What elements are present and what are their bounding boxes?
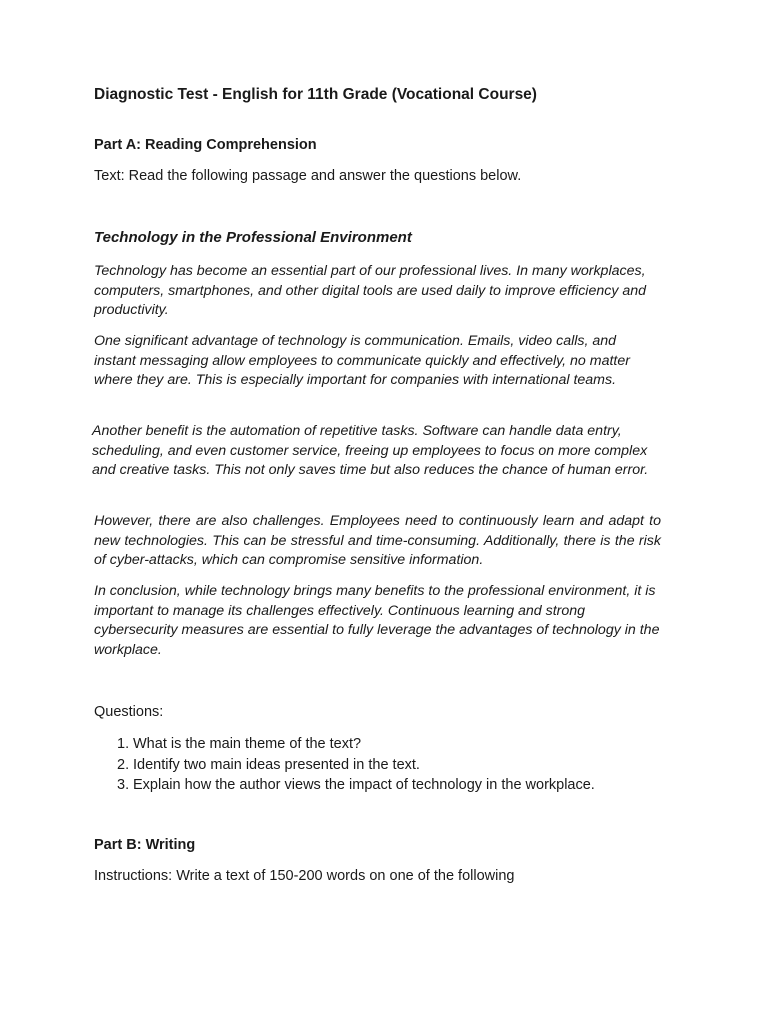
question-text: Identify two main ideas presented in the text. [133, 756, 420, 773]
questions-label: Questions: [94, 704, 164, 720]
questions-list [94, 734, 595, 796]
passage-paragraph-1: Technology has become an essential part of our professional lives. In many workplaces, computers, smartphones, and other digital tools are used daily to improve efficiency and productivity. [94, 263, 647, 319]
question-number: 2. [117, 756, 130, 773]
passage-paragraph-3: Another benefit is the automation of repetitive tasks. Software can handle data entry, scheduling, and even customer service, freeing up employees to focus on more complex and creative tasks. This not only saves time but also reduces the chance of human error. [92, 423, 649, 479]
question-item [117, 734, 595, 755]
part-b-heading: Part B: Writing [94, 837, 196, 853]
document-title: Diagnostic Test - English for 11th Grade (Vocational Course) [94, 86, 537, 103]
question-text: What is the main theme of the text? [133, 736, 362, 752]
passage-paragraph-5: In conclusion, while technology brings many benefits to the professional environment, it is important to manage its challenges effectively. Continuous learning and strong cybersecurity measures are essential to fully leverage the advantages of technology in the workplace. [94, 583, 660, 658]
part-b-instruction: Instructions: Write a text of 150-200 words on one of the following [94, 868, 515, 884]
part-a-heading: Part A: Reading Comprehension [94, 137, 317, 153]
question-number: 3. [117, 777, 130, 793]
passage-paragraph-4: However, there are also challenges. Employees need to continuously learn and adapt to new technologies. This can be stressful and time-consuming. Additionally, there is the risk of cyber-attacks, which can compromise sensitive information. [94, 513, 661, 569]
part-a-instruction: Text: Read the following passage and answer the questions below. [94, 168, 522, 184]
question-item [117, 775, 595, 796]
passage-paragraph-2: One significant advantage of technology is communication. Emails, video calls, and instant messaging allow employees to communicate quickly and effectively, no matter where they are. This is especially important for companies with international teams. [94, 333, 630, 389]
question-number: 1. [117, 736, 130, 752]
question-item [117, 755, 595, 776]
passage-title: Technology in the Professional Environment [94, 229, 412, 246]
question-text: Explain how the author views the impact of technology in the workplace. [133, 777, 595, 793]
